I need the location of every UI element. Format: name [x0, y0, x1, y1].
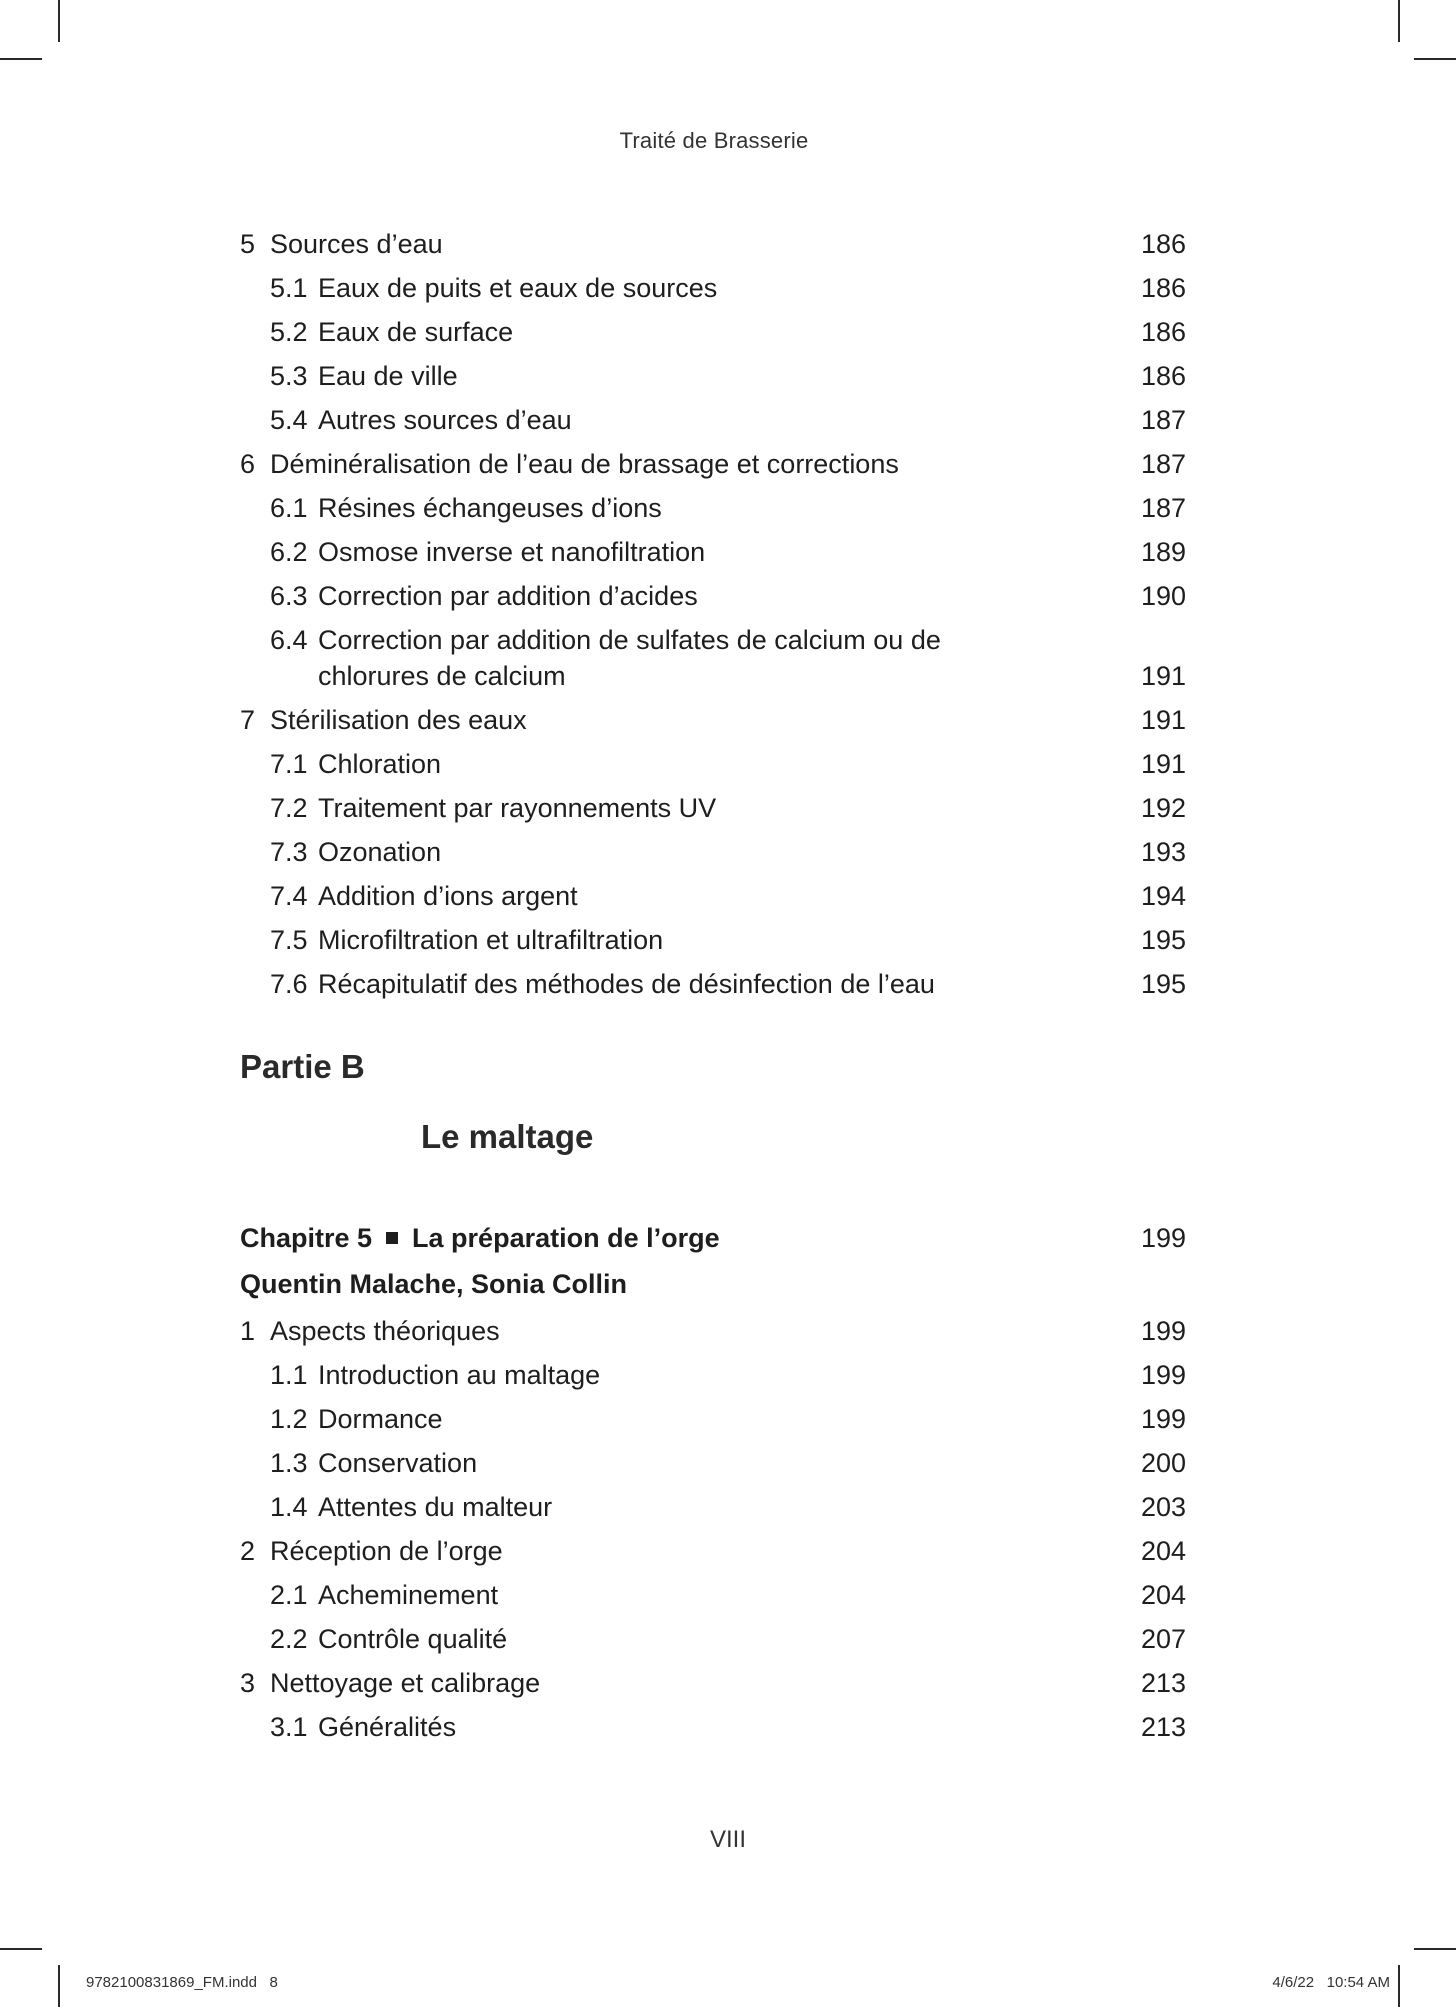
toc-entry-text: Nettoyage et calibrage — [270, 1668, 541, 1698]
toc-entry[interactable] — [240, 1441, 1186, 1485]
toc-entry-page: 199 — [1140, 1316, 1186, 1346]
toc-entry-text: Résines échangeuses d’ions — [318, 493, 662, 523]
toc-entry-label — [240, 698, 1116, 742]
toc-entry-number: 7.3 — [270, 837, 308, 867]
toc-entry-page: 187 — [1140, 405, 1186, 435]
toc-entry[interactable] — [240, 1705, 1186, 1749]
toc-entry[interactable] — [240, 1353, 1186, 1397]
toc-entry-text: Dormance — [318, 1404, 443, 1434]
crop-mark — [1414, 58, 1456, 60]
toc-entry-page: 199 — [1140, 1404, 1186, 1434]
toc-entry[interactable] — [240, 1661, 1186, 1705]
toc-entry-number: 5.4 — [270, 405, 308, 435]
toc-entry[interactable] — [240, 574, 1186, 618]
toc-entry-label — [240, 266, 1116, 310]
page-number: VIII — [709, 1826, 746, 1853]
toc-entry[interactable] — [240, 1617, 1186, 1661]
toc-entry[interactable] — [240, 398, 1186, 442]
toc-entry[interactable] — [240, 530, 1186, 574]
toc-entry-page: 187 — [1140, 449, 1186, 479]
toc-entry-text: Eaux de puits et eaux de sources — [318, 273, 718, 303]
toc-entry-label — [240, 622, 1116, 694]
toc-entry-label — [240, 310, 1116, 354]
crop-mark — [1398, 1965, 1400, 2007]
toc-entry-number: 5.1 — [270, 273, 308, 303]
toc-entry[interactable] — [240, 354, 1186, 398]
toc-entry-number: 1.4 — [270, 1492, 308, 1522]
toc-entry-number: 7.5 — [270, 925, 308, 955]
toc-entry-text: Addition d’ions argent — [318, 881, 578, 911]
toc-entry-text: Stérilisation des eaux — [270, 705, 527, 735]
toc-entry-number: 3 — [240, 1668, 256, 1698]
toc-entry-number: 1 — [240, 1316, 256, 1346]
toc-entry-number: 6.4 — [270, 625, 308, 655]
toc-entry-number: 7.6 — [270, 969, 308, 999]
toc-entry-text: Eau de ville — [318, 361, 458, 391]
toc-entry[interactable] — [240, 918, 1186, 962]
toc-entry-text: Attentes du malteur — [318, 1492, 553, 1522]
toc-entry-number: 7 — [240, 705, 256, 735]
crop-mark — [58, 0, 60, 42]
toc-entry-label — [240, 1573, 1116, 1617]
chapter-page: 199 — [1140, 1223, 1186, 1253]
toc-entry-label — [240, 918, 1116, 962]
crop-mark — [1398, 0, 1400, 42]
toc-entry[interactable] — [240, 1397, 1186, 1441]
square-bullet-icon — [386, 1232, 398, 1244]
toc-entry-page: 199 — [1140, 1360, 1186, 1390]
toc-entry-page: 186 — [1140, 273, 1186, 303]
toc-entry-label — [240, 874, 1116, 918]
toc-entry[interactable] — [240, 486, 1186, 530]
toc-entry-label — [240, 1485, 1116, 1529]
toc-entry-page: 213 — [1140, 1712, 1186, 1742]
toc-entry-number: 7.4 — [270, 881, 308, 911]
toc-entry-number: 6.3 — [270, 581, 308, 611]
toc-entry-page: 203 — [1140, 1492, 1186, 1522]
toc-entry-page: 195 — [1140, 969, 1186, 999]
toc-entry-page: 191 — [1140, 661, 1186, 691]
toc-entry-text: Eaux de surface — [318, 317, 514, 347]
toc-entry-page: 194 — [1140, 881, 1186, 911]
toc-entry-label — [240, 442, 1116, 486]
crop-mark — [1414, 1948, 1456, 1950]
toc-entry-number: 5 — [240, 229, 256, 259]
toc-entry-label — [240, 742, 1116, 786]
toc-entry-page: 190 — [1140, 581, 1186, 611]
toc-entry-text: Conservation — [318, 1448, 478, 1478]
toc-entry[interactable] — [240, 742, 1186, 786]
toc-entry-number: 3.1 — [270, 1712, 308, 1742]
toc-entry-label — [240, 962, 1116, 1006]
toc-entry-number: 2.2 — [270, 1624, 308, 1654]
toc-entry-text: Correction par addition de sulfates de calcium ou de chlorures de calcium — [318, 625, 941, 691]
toc-entry-text: Acheminement — [318, 1580, 499, 1610]
toc-entry-number: 6 — [240, 449, 256, 479]
toc-entry-label — [240, 574, 1116, 618]
toc-entry-number: 7.1 — [270, 749, 308, 779]
toc-entry-page: 192 — [1140, 793, 1186, 823]
toc-entry-number: 7.2 — [270, 793, 308, 823]
toc-entry[interactable] — [240, 962, 1186, 1006]
toc-entry-label — [240, 398, 1116, 442]
toc-entry-label — [240, 1309, 1116, 1353]
toc-entry-text: Microfiltration et ultrafiltration — [318, 925, 664, 955]
chapter-heading[interactable] — [240, 1216, 1186, 1260]
chapter-block — [240, 1216, 1186, 1308]
toc-entry-page: 186 — [1140, 229, 1186, 259]
toc-entry-number: 2.1 — [270, 1580, 308, 1610]
toc-entry-text: Correction par addition d’acides — [318, 581, 698, 611]
toc-entry-label — [240, 1353, 1116, 1397]
toc-entry-number: 1.3 — [270, 1448, 308, 1478]
toc-entry-page: 204 — [1140, 1580, 1186, 1610]
toc-entry-page: 187 — [1140, 493, 1186, 523]
toc-entry-label — [240, 1661, 1116, 1705]
toc-entry[interactable] — [240, 442, 1186, 486]
toc-entry-number: 1.1 — [270, 1360, 308, 1390]
toc-entry[interactable] — [240, 222, 1186, 266]
toc-entry-page: 193 — [1140, 837, 1186, 867]
part-title: Le maltage — [421, 1118, 594, 1155]
part-label: Partie B — [240, 1048, 365, 1085]
toc-entry-text: Sources d’eau — [270, 229, 443, 259]
chapter-label: Chapitre 5 — [240, 1223, 373, 1253]
toc-entry-page: 191 — [1140, 749, 1186, 779]
toc-entry[interactable] — [240, 786, 1186, 830]
toc-entry-page: 191 — [1140, 705, 1186, 735]
toc-entry-page: 213 — [1140, 1668, 1186, 1698]
toc-entry-label — [240, 1529, 1116, 1573]
toc-entry[interactable] — [240, 1485, 1186, 1529]
crop-mark — [58, 1965, 60, 2007]
toc-entry-text: Contrôle qualité — [318, 1624, 508, 1654]
toc-entry-label — [240, 1397, 1116, 1441]
toc-entry-label — [240, 830, 1116, 874]
toc-entry-label — [240, 1441, 1116, 1485]
toc-top-section — [240, 222, 1186, 1006]
toc-entry-text: Généralités — [318, 1712, 457, 1742]
toc-entry[interactable] — [240, 266, 1186, 310]
toc-entry-text: Introduction au maltage — [318, 1360, 601, 1390]
toc-entry-page: 200 — [1140, 1448, 1186, 1478]
toc-entry-text: Récapitulatif des méthodes de désinfection de l’eau — [318, 969, 935, 999]
toc-entry[interactable] — [240, 1573, 1186, 1617]
toc-bottom-section — [240, 1309, 1186, 1749]
toc-entry-label — [240, 530, 1116, 574]
slug-file: 9782100831869_FM.indd 8 — [86, 1974, 278, 1991]
toc-entry[interactable] — [240, 310, 1186, 354]
toc-entry-number: 6.1 — [270, 493, 308, 523]
toc-entry[interactable] — [240, 618, 1186, 698]
toc-entry[interactable] — [240, 1309, 1186, 1353]
toc-entry-text: Réception de l’orge — [270, 1536, 503, 1566]
toc-entry-page: 204 — [1140, 1536, 1186, 1566]
toc-entry-text: Aspects théoriques — [270, 1316, 500, 1346]
toc-entry-text: Osmose inverse et nanofiltration — [318, 537, 706, 567]
crop-mark — [0, 1948, 42, 1950]
toc-entry[interactable] — [240, 874, 1186, 918]
chapter-title: La préparation de l’orge — [412, 1223, 720, 1253]
toc-entry-label — [240, 1617, 1116, 1661]
toc-entry-text: Chloration — [318, 749, 442, 779]
toc-entry-page: 186 — [1140, 317, 1186, 347]
toc-entry[interactable] — [240, 830, 1186, 874]
toc-entry[interactable] — [240, 1529, 1186, 1573]
toc-entry-label — [240, 1705, 1116, 1749]
toc-entry-label — [240, 222, 1116, 266]
toc-entry-number: 6.2 — [270, 537, 308, 567]
toc-entry-text: Autres sources d’eau — [318, 405, 572, 435]
toc-entry-number: 2 — [240, 1536, 256, 1566]
toc-entry-label — [240, 786, 1116, 830]
toc-entry-text: Traitement par rayonnements UV — [318, 793, 717, 823]
toc-entry-label — [240, 354, 1116, 398]
toc-entry-page: 195 — [1140, 925, 1186, 955]
toc-entry-label — [240, 486, 1116, 530]
toc-entry-text: Déminéralisation de l’eau de brassage et corrections — [270, 449, 899, 479]
toc-entry-number: 5.2 — [270, 317, 308, 347]
toc-entry-page: 207 — [1140, 1624, 1186, 1654]
toc-entry-text: Ozonation — [318, 837, 442, 867]
toc-entry-page: 189 — [1140, 537, 1186, 567]
toc-entry-page: 186 — [1140, 361, 1186, 391]
toc-entry-number: 5.3 — [270, 361, 308, 391]
slug-datetime: 4/6/22 10:54 AM — [1272, 1974, 1390, 1991]
running-head: Traité de Brasserie — [619, 128, 809, 153]
toc-entry[interactable] — [240, 698, 1186, 742]
toc-entry-number: 1.2 — [270, 1404, 308, 1434]
crop-mark — [0, 58, 42, 60]
chapter-authors: Quentin Malache, Sonia Collin — [240, 1269, 628, 1299]
